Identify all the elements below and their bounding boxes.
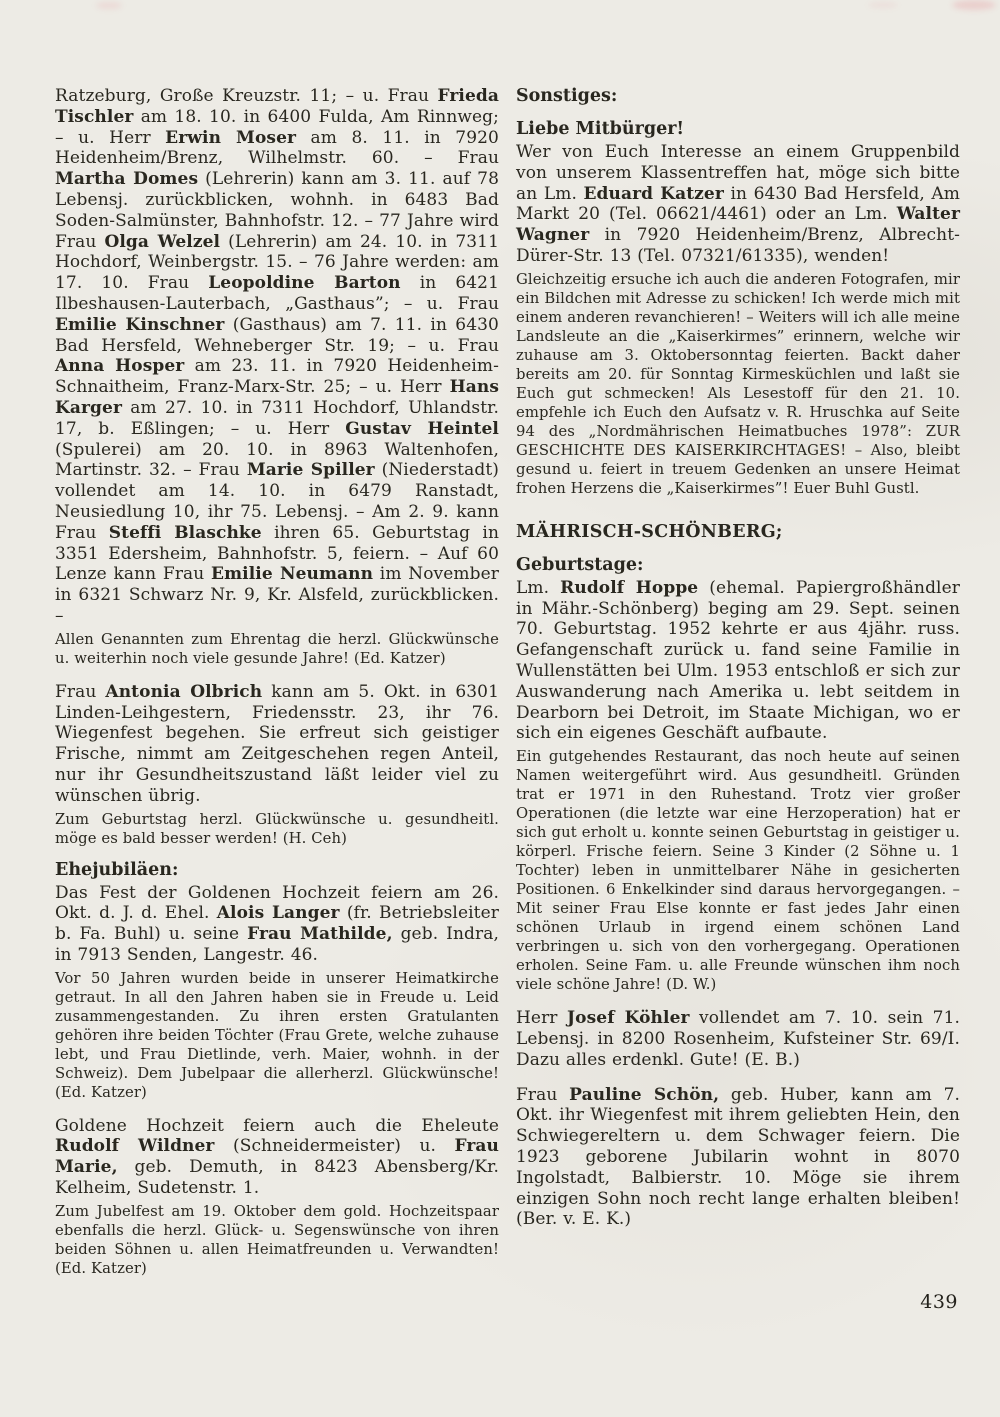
- paragraph-antonia-olbrich: Frau Antonia Olbrich kann am 5. Okt. in 6301 Linden-Leihgestern, Friedensstr. 23, ihr 76. Wiegenfest begehen. Sie erfreut sich geistiger Frische, nimmt am Zeitgeschehen regen Anteil, nur ihr Gesundheitszustand läßt leider viel zu wünschen übrig.: [55, 681, 499, 806]
- two-column-text-area: [55, 86, 960, 1278]
- paragraph-josef-koehler: Herr Josef Köhler vollendet am 7. 10. sein 71. Lebensj. in 8200 Rosenheim, Kufsteiner Str. 69/I. Dazu alles erdenkl. Gute! (E. B.): [516, 1008, 961, 1070]
- note-kaiserkirmes: Gleichzeitig ersuche ich auch die anderen Fotografen, mir ein Bildchen mit Adresse zu schicken! Ich werde mich mit einem anderen revanchieren! – Weiters will ich alle meine Landsleute an die „Kaiserkirmes” erinnern, welche wir zuhause am 3. Oktobersonntag feierten. Backt daher bereits am 20. für Sonntag Kirmesküchlen und laßt sie Euch gut schmecken! Als Lesestoff für den 21. 10. empfehle ich Euch den Aufsatz v. R. Hruschka auf Seite 94 des „Nordmährischen Heimatbuches 1978”: ZUR GESCHICHTE DES KAISERKIRCHTAGES! – Also, bleibt gesund u. feiert in treuem Gedenken an unsere Heimat frohen Herzens die „Kaiserkirmes”! Euer Buhl Gustl.: [516, 270, 960, 497]
- page-number: 439: [920, 1291, 958, 1313]
- note-hoppe-biography: Ein gutgehendes Restaurant, das noch heute auf seinen Namen weitergeführt wird. Aus gesundheitl. Gründen trat er 1971 in den Ruhestand. Trotz vier großer Operationen (die letzte war eine Herzoperation) hat er sich gut erholt u. konnte seinen Geburtstag in geistiger u. körperl. Frische feiern. Seine 3 Kinder (2 Söhne u. 1 Tochter) leben in unmittelbarer Nähe in gesicherten Positionen. 6 Enkelkinder sind daraus hervorgegangen. – Mit seiner Frau Else konnte er fast jedes Jahr einen schönen Urlaub in irgend einem schönen Land verbringen u. sich von den vorhergegang. Operationen erholen. Seine Fam. u. alle Freunde wünschen ihm noch viele schöne Jahre! (D. W.): [516, 748, 960, 994]
- paragraph-pauline-schoen: Frau Pauline Schön, geb. Huber, kann am 7. Okt. ihr Wiegenfest mit ihrem geliebten Hein, den Schwiegereltern u. dem Schwager feiern. Die 1923 geborene Jubilarin wohnt in 8070 Ingolstadt, Balbierstr. 10. Möge sie ihrem einzigen Sohn noch recht lange erhalten bleiben! (Ber. v. E. K.): [516, 1084, 961, 1230]
- paragraph-golden-wedding-langer: Das Fest der Goldenen Hochzeit feiern am 26. Okt. d. J. d. Ehel. Alois Langer (fr. Betriebsleiter b. Fa. Buhl) u. seine Frau Mathilde, geb. Indra, in 7913 Senden, Langestr. 46.: [55, 882, 499, 965]
- paragraph-rudolf-hoppe: Lm. Rudolf Hoppe (ehemal. Papiergroßhändler in Mähr.-Schönberg) beging am 29. Sept. seinen 70. Geburtstag. 1952 kehrte er aus 4jähr. russ. Gefangenschaft zurück u. fand seine Familie in Wullenstätten bei Ulm. 1953 entschloß er sich zur Auswanderung nach Amerika u. lebt seitdem in Dearborn bei Detroit, im Staate Michigan, wo er sich ein eigenes Geschäft aufbaute.: [516, 577, 960, 744]
- scan-artifact-smudge: [868, 2, 898, 8]
- note-wildner-wishes: Zum Jubelfest am 19. Oktober dem gold. Hochzeitspaar ebenfalls die herzl. Glück- u. Segenswünsche von ihren beiden Söhnen u. allen Heimatfreunden u. Verwandten! (Ed. Katzer): [55, 1202, 499, 1277]
- heading-liebe-mitbuerger: Liebe Mitbürger!: [516, 119, 685, 139]
- heading-ehejubilaeen: Ehejubiläen:: [55, 859, 179, 880]
- note-langer-family: Vor 50 Jahren wurden beide in unserer Heimatkirche getraut. In all den Jahren haben sie in Freude u. Leid zusammengestanden. Zu ihren ersten Gratulanten gehören ihre beiden Töchter (Frau Grete, welche zuhause lebt, und Frau Dietlinde, verh. Maier, wohnh. in der Schweiz). Dem Jubelpaar die allerherzl. Glückwünsche! (Ed. Katzer): [55, 969, 499, 1101]
- paragraph-birthdays-continued: Ratzeburg, Große Kreuzstr. 11; – u. Frau Frieda Tischler am 18. 10. in 6400 Fulda, Am Rinnweg; – u. Herr Erwin Moser am 8. 11. in 7920 Heidenheim/Brenz, Wilhelmstr. 60. – Frau Martha Domes (Lehrerin) kann am 3. 11. auf 78 Lebensj. zurückblicken, wohnh. in 6483 Bad Soden-Salmünster, Bahnhofstr. 12. – 77 Jahre wird Frau Olga Welzel (Lehrerin) am 24. 10. in 7311 Hochdorf, Weinbergstr. 15. – 76 Jahre werden: am 17. 10. Frau Leopoldine Barton in 6421 Ilbeshausen-Lauterbach, „Gasthaus”; – u. Frau Emilie Kinschner (Gasthaus) am 7. 11. in 6430 Bad Hersfeld, Wehneberger Str. 19; – u. Frau Anna Hosper am 23. 11. in 7920 Heidenheim-Schnaitheim, Franz-Marx-Str. 25; – u. Herr Hans Karger am 27. 10. in 7311 Hochdorf, Uhlandstr. 17, b. Eßlingen; – u. Herr Gustav Heintel (Spulerei) am 20. 10. in 8963 Waltenhofen, Martinstr. 32. – Frau Marie Spiller (Niederstadt) vollendet am 14. 10. in 6479 Ranstadt, Neusiedlung 10, ihr 75. Lebensj. – Am 2. 9. kann Frau Steffi Blaschke ihren 65. Geburtstag in 3351 Edersheim, Bahnhofstr. 5, feiern. – Auf 60 Lenze kann Frau Emilie Neumann im November in 6321 Schwarz Nr. 9, Kr. Alsfeld, zurückblicken. –: [55, 86, 500, 626]
- left-column: [55, 86, 499, 1278]
- heading-maehrisch-schoenberg: MÄHRISCH-SCHÖNBERG;: [516, 521, 783, 542]
- note-congratulations-all: Allen Genannten zum Ehrentag die herzl. Glückwünsche u. weiterhin noch viele gesunde Jahre! (Ed. Katzer): [55, 630, 499, 667]
- paragraph-class-reunion-photo: Wer von Euch Interesse an einem Gruppenbild von unserem Klassentreffen hat, möge sich bitte an Lm. Eduard Katzer in 6430 Bad Hersfeld, Am Markt 20 (Tel. 06621/4461) oder an Lm. Walter Wagner in 7920 Heidenheim/Brenz, Albrecht-Dürer-Str. 13 (Tel. 07321/61335), wenden!: [516, 142, 960, 266]
- scan-artifact-smudge: [96, 2, 122, 9]
- heading-sonstiges: Sonstiges:: [516, 86, 618, 106]
- heading-geburtstage: Geburtstage:: [516, 554, 644, 575]
- scan-artifact-smudge: [952, 0, 996, 10]
- paragraph-golden-wedding-wildner: Goldene Hochzeit feiern auch die Eheleute Rudolf Wildner (Schneidermeister) u. Frau Marie, geb. Demuth, in 8423 Abensberg/Kr. Kelheim, Sudetenstr. 1.: [55, 1115, 500, 1199]
- note-birthday-wishes-olbrich: Zum Geburtstag herzl. Glückwünsche u. gesundheitl. möge es bald besser werden! (H. Ceh): [55, 810, 499, 847]
- right-column: [516, 86, 960, 1278]
